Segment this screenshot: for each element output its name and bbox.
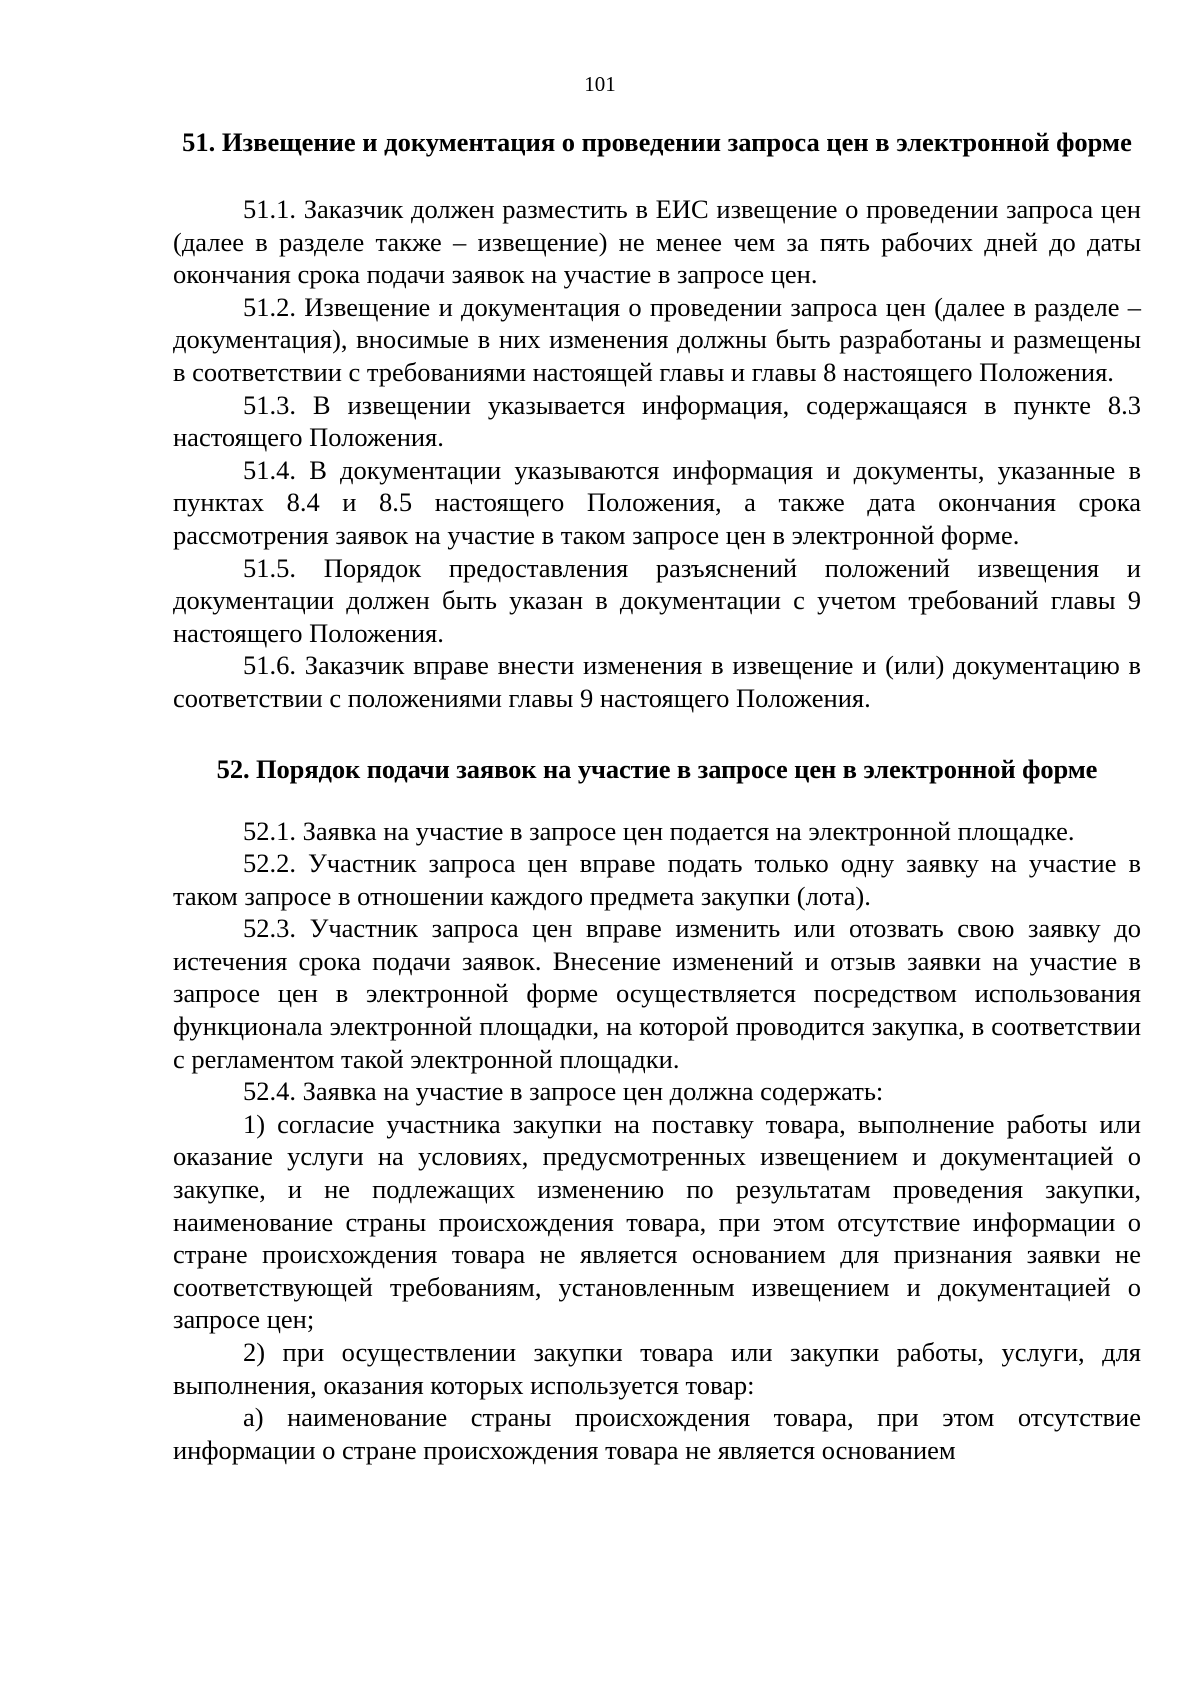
- paragraph-51-2: 51.2. Извещение и документация о проведении запроса цен (далее в разделе – документация), вносимые в них изменения должны быть разработаны и размещены в соответствии с требованиями настоящей главы и главы 8 настоящего Положения.: [173, 291, 1141, 387]
- page-number: 101: [584, 72, 616, 96]
- paragraph-51-1: 51.1. Заказчик должен разместить в ЕИС извещение о проведении запроса цен (далее в разделе также – извещение) не менее чем за пять рабочих дней до даты окончания срока подачи заявок на участие в запросе цен.: [173, 194, 1141, 290]
- list-item-2: 2) при осуществлении закупки товара или закупки работы, услуги, для выполнения, оказания которых используется товар:: [173, 1337, 1141, 1400]
- paragraph-52-3: 52.3. Участник запроса цен вправе изменить или отозвать свою заявку до истечения срока подачи заявок. Внесение изменений и отзыв заявки на участие в запросе цен в электронной форме осуществляется посредством использования функционала электронной площадки, на которой проводится закупка, в соответствии с регламентом такой электронной площадки.: [173, 913, 1141, 1074]
- list-item-1: 1) согласие участника закупки на поставку товара, выполнение работы или оказание услуги на условиях, предусмотренных извещением и документацией о закупке, и не подлежащих изменению по результатам проведения закупки, наименование страны происхождения товара, при этом отсутствие информации о стране происхождения товара не является основанием для признания заявки не соответствующей требованиям, установленным извещением и документацией о запросе цен;: [173, 1108, 1141, 1335]
- paragraph-51-3: 51.3. В извещении указывается информация, содержащаяся в пункте 8.3 настоящего Положения.: [173, 389, 1141, 453]
- paragraph-52-4: 52.4. Заявка на участие в запросе цен должна содержать:: [243, 1076, 884, 1107]
- section-51-heading: 51. Извещение и документация о проведении запроса цен в электронной форме: [182, 127, 1132, 157]
- paragraph-51-4: 51.4. В документации указываются информация и документы, указанные в пунктах 8.4 и 8.5 настоящего Положения, а также дата окончания срока рассмотрения заявок на участие в таком запросе цен в электронной форме.: [173, 454, 1141, 550]
- paragraph-52-2: 52.2. Участник запроса цен вправе подать только одну заявку на участие в таком запросе в отношении каждого предмета закупки (лота).: [173, 848, 1141, 911]
- section-52-heading: 52. Порядок подачи заявок на участие в запросе цен в электронной форме: [216, 753, 1098, 784]
- paragraph-52-1: 52.1. Заявка на участие в запросе цен подается на электронной площадке.: [243, 815, 1075, 846]
- list-item-2a: а) наименование страны происхождения товара, при этом отсутствие информации о стране происхождения товара не является основанием: [173, 1402, 1141, 1465]
- page-content: [173, 125, 1141, 1466]
- paragraph-51-5: 51.5. Порядок предоставления разъяснений положений извещения и документации должен быть указан в документации с учетом требований главы 9 настоящего Положения.: [173, 552, 1141, 648]
- paragraph-51-6: 51.6. Заказчик вправе внести изменения в извещение и (или) документацию в соответствии с положениями главы 9 настоящего Положения.: [173, 650, 1141, 713]
